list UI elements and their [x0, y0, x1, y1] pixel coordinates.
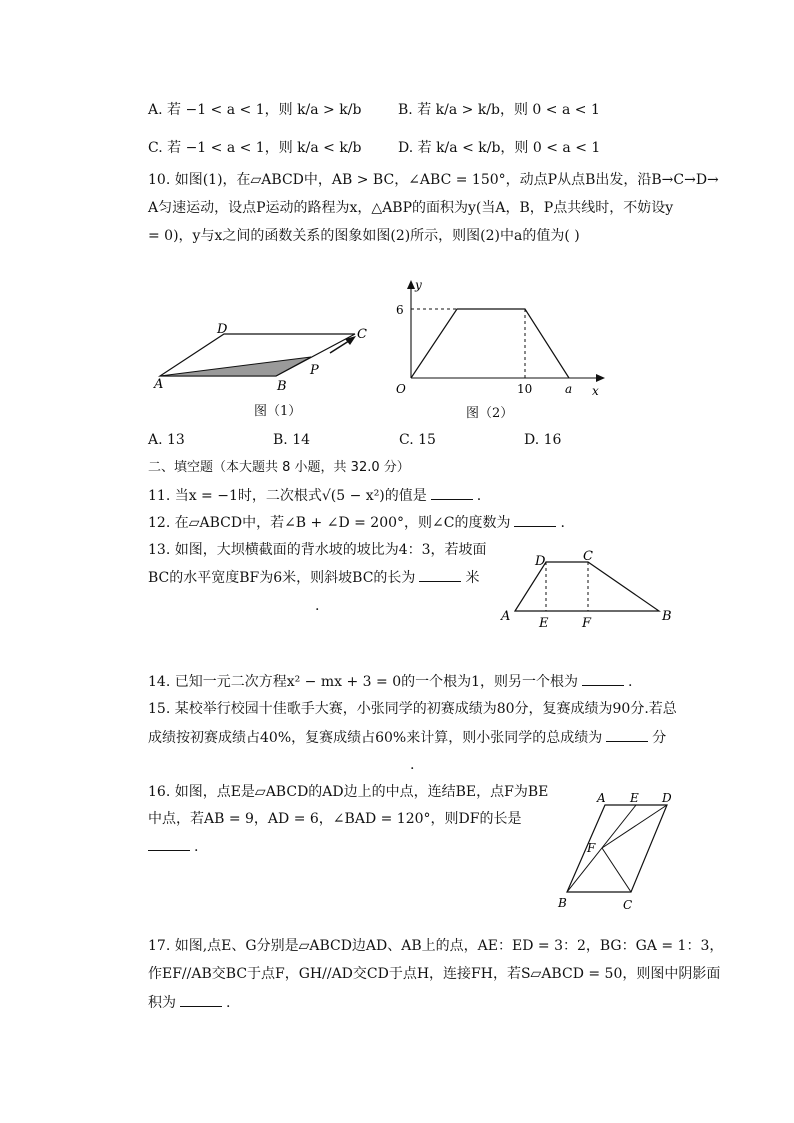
q16-line-2: 中点，若AB = 9，AD = 6，∠BAD = 120°，则DF的长是: [148, 811, 522, 827]
q13-text: BC的水平宽度BF为6米，则斜坡BC的长为: [148, 570, 416, 586]
q12: [148, 512, 565, 533]
label-b: B: [662, 609, 672, 624]
axis-label-x: x: [592, 384, 599, 398]
label-d: D: [217, 322, 228, 337]
q17-text: 积为: [148, 995, 176, 1011]
q15-blank: [606, 727, 648, 742]
q11-period: .: [476, 488, 482, 504]
label-c: C: [583, 549, 593, 564]
label-c: C: [623, 898, 633, 912]
tick-label-10: 10: [517, 382, 533, 396]
direction-arrow-head: [345, 336, 356, 345]
trapezoid-abcd: [515, 562, 659, 611]
shaded-triangle-abp: [160, 357, 311, 376]
q14-text: 14. 已知一元二次方程x² − mx + 3 = 0的一个根为1，则另一个根为: [148, 674, 579, 690]
q16-period: .: [194, 839, 199, 855]
label-f: F: [582, 616, 592, 631]
q10-figure-2: [385, 275, 615, 400]
label-d: D: [535, 554, 546, 569]
segment-be: [567, 805, 636, 892]
q10-figure-2-caption: 图（2）: [466, 406, 514, 421]
q17-line-2: 作EF//AB交BC于点F，GH//AD交CD于点H，连接FH，若S▱ABCD = 50，则图中阴影面: [148, 966, 721, 982]
q15-text: 成绩按初赛成绩占40%，复赛成绩占60%来计算，则小张同学的总成绩为: [148, 730, 603, 746]
q11-text: 11. 当x = −1时，二次根式√(5 − x²)的值是: [148, 488, 427, 504]
parallelogram-abcd: [567, 805, 667, 892]
label-a: A: [154, 377, 164, 392]
label-e: E: [630, 791, 639, 805]
function-graph: [411, 309, 569, 378]
q10-option-b: B. 14: [273, 432, 311, 448]
q10-line-3: = 0)，y与x之间的函数关系的图象如图(2)所示，则图(2)中a的值为( ): [148, 228, 580, 244]
label-d: D: [662, 791, 672, 805]
y-axis-arrow: [407, 280, 415, 289]
q9-option-a: A. 若 −1 < a < 1，则 k/a > k/b: [148, 102, 362, 118]
q15-dot: .: [410, 757, 415, 773]
q17-blank: [180, 992, 222, 1007]
q10-figure-1: [140, 315, 380, 400]
q12-period: .: [560, 515, 565, 531]
label-b: B: [277, 379, 287, 394]
q17-line-3: [148, 992, 230, 1013]
q13-blank: [419, 567, 461, 582]
q13-unit: 米: [465, 570, 480, 586]
q10-figure-1-caption: 图（1）: [254, 404, 302, 419]
label-p: P: [310, 363, 319, 378]
q13-line-2: [148, 567, 479, 588]
q9-option-b: B. 若 k/a > k/b，则 0 < a < 1: [398, 102, 600, 118]
q10-line-2: A匀速运动，设点P运动的路程为x，△ABP的面积为y(当A，B，P点共线时，不妨设y: [148, 200, 674, 216]
q10-option-c: C. 15: [399, 432, 436, 448]
q14: [148, 671, 632, 692]
label-b: B: [558, 896, 567, 910]
segment-fc: [602, 848, 631, 892]
q15-line-1: 15. 某校举行校园十佳歌手大赛，小张同学的初赛成绩为80分，复赛成绩为90分.若总: [148, 701, 677, 717]
q15-line-2: [148, 727, 666, 748]
segment-fd: [602, 805, 667, 848]
q12-text: 12. 在▱ABCD中，若∠B + ∠D = 200°，则∠C的度数为: [148, 515, 511, 531]
q16-line-3: [148, 836, 198, 857]
label-f: F: [587, 841, 596, 855]
q11: [148, 485, 481, 506]
q12-blank: [514, 512, 556, 527]
label-a: A: [597, 791, 606, 805]
q16-figure: [550, 785, 690, 915]
q16-blank: [148, 836, 190, 851]
q14-blank: [582, 671, 624, 686]
label-a: A: [501, 609, 511, 624]
q10-option-d: D. 16: [524, 432, 562, 448]
q14-period: .: [628, 674, 633, 690]
q13-dot: .: [315, 598, 320, 614]
origin-label: O: [396, 382, 406, 396]
q9-option-c: C. 若 −1 < a < 1，则 k/a < k/b: [148, 140, 362, 156]
q17-period: .: [226, 995, 231, 1011]
q11-blank: [431, 485, 473, 500]
q16-line-1: 16. 如图，点E是▱ABCD的AD边上的中点，连结BE，点F为BE: [148, 784, 549, 800]
tick-label-a: a: [565, 382, 573, 396]
axis-label-y: y: [415, 278, 422, 292]
label-e: E: [539, 616, 549, 631]
q15-unit: 分: [652, 730, 667, 746]
tick-label-6: 6: [396, 303, 404, 317]
q13-figure: [495, 548, 680, 633]
x-axis-arrow: [596, 374, 605, 382]
q13-line-1: 13. 如图，大坝横截面的背水坡的坡比为4：3，若坡面: [148, 542, 487, 558]
q10-line-1: 10. 如图(1)，在▱ABCD中，AB > BC，∠ABC = 150°，动点P从点B出发，沿B→C→D→: [148, 172, 719, 188]
q9-option-d: D. 若 k/a < k/b，则 0 < a < 1: [398, 140, 601, 156]
q17-line-1: 17. 如图,点E、G分别是▱ABCD边AD、AB上的点，AE：ED = 3：2，BG：GA = 1：3，: [148, 938, 724, 954]
q10-option-a: A. 13: [148, 432, 185, 448]
label-c: C: [357, 327, 367, 342]
section-2-title: 二、填空题（本大题共 8 小题，共 32.0 分）: [148, 460, 410, 475]
